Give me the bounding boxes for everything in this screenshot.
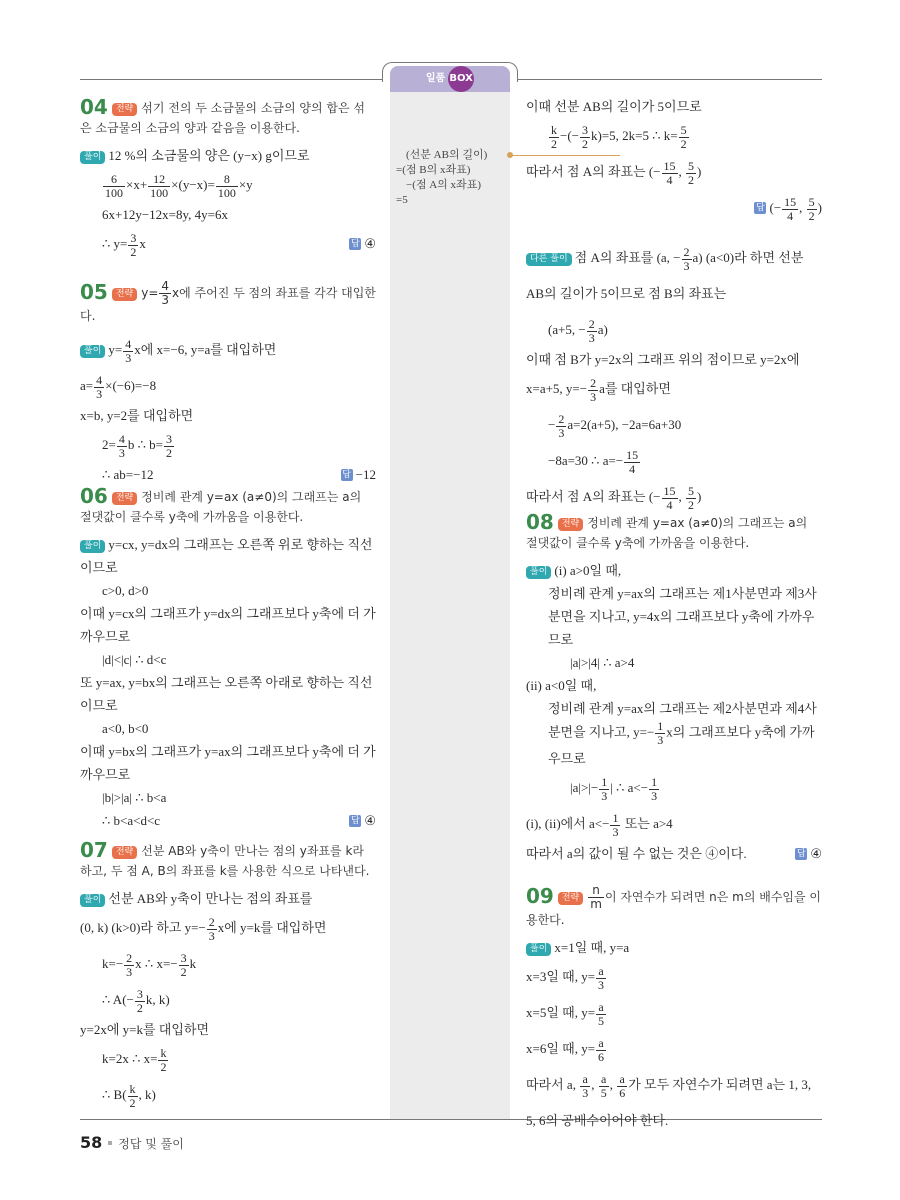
solution-badge: 풀이 xyxy=(526,943,551,956)
tip-box-badge: BOX xyxy=(448,66,474,92)
solution-line: x=1일 때, y=a xyxy=(554,940,630,955)
fraction xyxy=(587,318,597,345)
answer-icon: 답 xyxy=(350,239,360,249)
denominator: m xyxy=(590,897,602,911)
footer-title: 정답 및 풀이 xyxy=(118,1137,184,1151)
fraction xyxy=(596,1037,606,1064)
page-number: 58 xyxy=(80,1133,103,1152)
denominator: 3 xyxy=(118,445,125,460)
numerator: 5 xyxy=(808,194,815,209)
problem-08 xyxy=(526,510,822,865)
numerator: 2 xyxy=(126,950,133,965)
denominator: 4 xyxy=(629,461,636,476)
fraction xyxy=(782,196,798,223)
fraction xyxy=(588,884,604,911)
page-footer xyxy=(80,1133,184,1152)
solution-line: |d|<|c| ∴ d<c xyxy=(102,652,167,667)
fraction xyxy=(135,988,145,1015)
solution-line: |b|>|a| ∴ b<a xyxy=(102,790,167,805)
numerator: 3 xyxy=(130,230,137,245)
denominator: 2 xyxy=(165,445,172,460)
numerator: 1 xyxy=(651,774,658,789)
solution-line: (ii) a<0일 때, xyxy=(526,678,597,693)
tip-box-content xyxy=(396,148,487,208)
answer xyxy=(349,226,376,262)
tip-box-header xyxy=(390,66,510,92)
fraction xyxy=(580,124,590,151)
problem-05 xyxy=(80,280,376,486)
numerator: 6 xyxy=(103,173,125,187)
fraction xyxy=(649,776,659,803)
denominator: 100 xyxy=(150,185,169,200)
numerator: a xyxy=(617,1073,627,1087)
denominator: 3 xyxy=(161,293,170,307)
numerator: 4 xyxy=(118,431,125,446)
solution-line: a= $\frac{4}{3}$ ×(−6)=−8 xyxy=(80,372,157,401)
answer-icon: 답 xyxy=(350,815,360,826)
solution-line: k=− $\frac{2}{3}$ x ∴ x=− $\frac{3}{2}$ k xyxy=(102,950,197,979)
solution-line: (i) a>0일 때, xyxy=(554,563,622,578)
numerator: 4 xyxy=(161,279,170,293)
denominator: 2 xyxy=(688,172,695,187)
answer-icon: 답 xyxy=(342,469,351,480)
denominator: 5 xyxy=(598,1013,605,1028)
footer-bullet xyxy=(108,1141,112,1145)
fraction xyxy=(159,280,171,307)
numerator: 15 xyxy=(784,194,797,209)
fraction xyxy=(124,952,134,979)
fraction xyxy=(164,433,174,460)
tip-box xyxy=(390,66,510,1119)
alt-solution-line: x=a+5, y=− $\frac{2}{3}$ a를 대입하면 xyxy=(526,375,671,404)
numerator: 12 xyxy=(148,173,170,187)
answer-icon: 답 xyxy=(796,848,806,859)
denominator: 3 xyxy=(558,425,565,440)
denominator: 4 xyxy=(666,497,673,512)
solution-badge: 풀이 xyxy=(80,345,105,358)
fraction xyxy=(94,374,104,401)
numerator: 2 xyxy=(590,375,597,390)
solution-line: y=cx, y=dx의 그래프는 오른쪽 위로 향하는 직선이므로 xyxy=(80,537,373,575)
numerator: 15 xyxy=(663,158,676,173)
solution-line: 따라서 a, $\frac{a}{3}$ , $\frac{a}{5}$ , $\frac{a}{6}$ 가 모두 자연수가 되려면 a는 1, 3, 5, 6의 공배수이어야 한다. xyxy=(526,1071,812,1128)
answer-value: ④ xyxy=(810,846,822,861)
denominator: 2 xyxy=(582,136,588,151)
denominator: 3 xyxy=(96,386,103,401)
tip-line: =(점 B의 x좌표) xyxy=(396,164,471,176)
solution-line: ∴ b<a<d<c xyxy=(102,813,161,828)
numerator: 4 xyxy=(96,372,103,387)
numerator: 3 xyxy=(136,986,143,1001)
fraction xyxy=(599,1073,609,1100)
tip-line: =5 xyxy=(396,194,408,206)
solution-line: x=6일 때, y= $\frac{a}{6}$ xyxy=(526,1035,605,1064)
strategy-badge: 전략 xyxy=(112,288,137,301)
strategy-badge: 전략 xyxy=(112,103,137,116)
solution-badge: 풀이 xyxy=(80,540,105,553)
numerator: 15 xyxy=(626,447,639,462)
strategy-text: y= $\frac{4}{3}$ x에 주어진 두 점의 좌표를 각각 대입한다. xyxy=(80,279,376,323)
denominator: 2 xyxy=(129,1095,136,1110)
strategy-text: 선분 AB와 y축이 만나는 점의 y좌표를 k라 하고, 두 점 A, B의 좌표를 k를 사용한 식으로 나타낸다. xyxy=(80,844,370,878)
numerator: 3 xyxy=(165,431,172,446)
solution-badge: 풀이 xyxy=(80,151,105,164)
solution-line: x=3일 때, y= $\frac{a}{3}$ xyxy=(526,963,605,992)
answer-value: ④ xyxy=(364,813,376,828)
numerator: k xyxy=(160,1045,167,1060)
solution-line: 2= $\frac{4}{3}$ b ∴ b= $\frac{3}{2}$ xyxy=(102,431,172,460)
answer-value: −12 xyxy=(355,467,376,482)
solution-line: $\frac{k}{2}$ −(− $\frac{3}{2}$ k)=5, 2k=5 ∴ k= $\frac{5}{2}$ xyxy=(551,122,687,151)
problem-07-continued xyxy=(526,95,822,515)
fraction xyxy=(662,485,678,512)
numerator: 4 xyxy=(125,336,132,351)
denominator: 2 xyxy=(680,136,687,151)
problem-number: 09 xyxy=(526,884,554,908)
numerator: 2 xyxy=(208,914,215,929)
solution-line: (0, k) (k>0)라 하고 y=− $\frac{2}{3}$ x에 y=k를 대입하면 xyxy=(80,914,327,943)
numerator: 1 xyxy=(601,774,608,789)
denominator: 2 xyxy=(160,1059,167,1074)
solution-line: 또 y=ax, y=bx의 그래프는 오른쪽 아래로 향하는 직선이므로 xyxy=(80,675,373,713)
problem-number: 07 xyxy=(80,838,108,862)
solution-badge: 풀이 xyxy=(80,894,105,907)
denominator: 3 xyxy=(651,788,658,803)
problem-09 xyxy=(526,884,822,1139)
numerator: n xyxy=(588,884,604,898)
fraction xyxy=(588,377,598,404)
answer xyxy=(349,809,376,832)
numerator: 5 xyxy=(680,122,687,137)
fraction xyxy=(807,196,817,223)
denominator: 2 xyxy=(180,964,187,979)
strategy-text: 정비례 관계 y=ax (a≠0)의 그래프는 a의 절댓값이 클수록 y축에 가까움을 이용한다. xyxy=(526,516,808,550)
strategy-text: $\frac{n}{m}$ 이 자연수가 되려면 n은 m의 배수임을 이용한다. xyxy=(526,883,822,927)
solution-line: 이때 y=cx의 그래프가 y=dx의 그래프보다 y축에 더 가까우므로 xyxy=(80,606,376,644)
strategy-text: 섞기 전의 두 소금물의 소금의 양의 합은 섞은 소금물의 소금의 양과 같음을 이용한다. xyxy=(80,101,366,135)
tip-box-title: 일품 xyxy=(425,73,446,84)
denominator: 3 xyxy=(208,928,215,943)
solution-line: ∴ ab=−12 xyxy=(102,467,154,482)
fraction xyxy=(128,232,138,259)
fraction xyxy=(580,1073,590,1100)
answer-value: (− $\frac{15}{4}$ , $\frac{5}{2}$ ) xyxy=(769,194,822,223)
problem-07 xyxy=(80,838,376,1113)
alt-solution-line: 이때 점 B가 y=2x의 그래프 위의 점이므로 y=2x에 xyxy=(526,352,800,367)
tip-line: (선분 AB의 길이) xyxy=(406,149,488,161)
solution-line: c>0, d>0 xyxy=(102,583,149,598)
numerator: 15 xyxy=(663,483,676,498)
fraction xyxy=(596,965,606,992)
solution-line: ∴ B( $\frac{k}{2}$ , k) xyxy=(102,1081,156,1110)
denominator: 3 xyxy=(612,824,619,839)
numerator: a xyxy=(580,1073,590,1087)
denominator: 6 xyxy=(619,1085,626,1100)
fraction xyxy=(549,124,559,151)
solution-line: y= $\frac{4}{3}$ x에 x=−6, y=a를 대입하면 xyxy=(108,336,277,365)
numerator: 3 xyxy=(582,122,588,137)
denominator: 3 xyxy=(590,389,597,404)
denominator: 3 xyxy=(582,1085,589,1100)
denominator: 100 xyxy=(105,185,123,200)
fraction xyxy=(617,1073,627,1100)
denominator: 2 xyxy=(688,497,695,512)
denominator: 5 xyxy=(600,1085,607,1100)
numerator: 5 xyxy=(688,158,695,173)
solution-line: ∴ y= $\frac{3}{2}$ x xyxy=(102,230,146,259)
denominator: 4 xyxy=(666,172,673,187)
solution-line: 12 %의 소금물의 양은 (y−x) g이므로 xyxy=(108,148,310,163)
fraction xyxy=(624,449,640,476)
problem-number: 06 xyxy=(80,484,108,508)
problem-06 xyxy=(80,484,376,832)
denominator: 100 xyxy=(217,185,236,200)
fraction xyxy=(123,338,133,365)
denominator: 4 xyxy=(787,208,794,223)
numerator: 5 xyxy=(688,483,695,498)
solution-line: x=5일 때, y= $\frac{a}{5}$ xyxy=(526,999,605,1028)
alt-solution-line: 따라서 점 A의 좌표는 (− $\frac{15}{4}$ , $\frac{5}{2}$ ) xyxy=(526,483,702,512)
alt-solution-badge: 다른 풀이 xyxy=(526,253,572,266)
solution-line: 선분 AB와 y축이 만나는 점의 좌표를 xyxy=(108,891,313,906)
solution-line: k=2x ∴ x= $\frac{k}{2}$ xyxy=(102,1045,167,1074)
fraction xyxy=(103,173,125,200)
fraction xyxy=(679,124,689,151)
fraction xyxy=(686,485,696,512)
strategy-badge: 전략 xyxy=(112,492,137,505)
solution-line: a<0, b<0 xyxy=(102,721,149,736)
numerator: a xyxy=(596,1037,606,1051)
denominator: 6 xyxy=(598,1049,605,1064)
answer xyxy=(754,190,822,226)
numerator: 8 xyxy=(216,173,238,187)
denominator: 3 xyxy=(598,977,605,992)
fraction xyxy=(686,160,696,187)
solution-line: 6x+12y−12x=8y, 4y=6x xyxy=(102,207,228,222)
numerator: k xyxy=(551,122,557,137)
denominator: 2 xyxy=(136,1000,143,1015)
denominator: 3 xyxy=(588,330,595,345)
denominator: 3 xyxy=(125,350,132,365)
denominator: 2 xyxy=(130,244,137,259)
solution-line: y=2x에 y=k를 대입하면 xyxy=(80,1022,210,1037)
numerator: 2 xyxy=(683,244,690,259)
denominator: 3 xyxy=(683,258,690,273)
fraction xyxy=(117,433,127,460)
denominator: 3 xyxy=(126,964,133,979)
problem-number: 08 xyxy=(526,510,554,534)
problem-04 xyxy=(80,95,376,262)
alt-solution-line: 점 A의 좌표를 (a, − $\frac{2}{3}$ a) (a<0)라 하면 선분 AB의 길이가 5이므로 점 B의 좌표는 xyxy=(526,244,804,301)
fraction xyxy=(655,720,665,747)
numerator: 2 xyxy=(558,411,565,426)
solution-line: 정비례 관계 y=ax의 그래프는 제2사분면과 제4사분면을 지나고, y=− $\frac{1}{3}$ x의 그래프보다 y축에 가까우므로 xyxy=(548,701,817,766)
fraction xyxy=(599,776,609,803)
fraction xyxy=(179,952,189,979)
solution-line: |a|>|− $\frac{1}{3}$ | ∴ a<− $\frac{1}{3}$ xyxy=(570,774,658,803)
numerator: 3 xyxy=(180,950,187,965)
fraction xyxy=(158,1047,168,1074)
denominator: 3 xyxy=(601,788,608,803)
denominator: 3 xyxy=(657,733,664,747)
solution-line: ∴ A(− $\frac{3}{2}$ k, k) xyxy=(102,986,170,1015)
fraction xyxy=(596,1001,606,1028)
numerator: 2 xyxy=(588,316,595,331)
fraction xyxy=(207,916,217,943)
answer xyxy=(341,463,376,486)
fraction xyxy=(128,1083,138,1110)
fraction xyxy=(682,246,692,273)
solution-line: $\frac{6}{100}$ ×x+ $\frac{12}{100}$ ×(y−x)= $\frac{8}{100}$ ×y xyxy=(105,171,253,200)
problem-number: 04 xyxy=(80,95,108,119)
alt-solution-line: −8a=30 ∴ a=− $\frac{15}{4}$ xyxy=(548,447,639,476)
fraction xyxy=(556,413,566,440)
solution-line: (i), (ii)에서 a<− $\frac{1}{3}$ 또는 a>4 xyxy=(526,810,673,839)
solution-badge: 풀이 xyxy=(526,566,551,579)
solution-line: x=b, y=2를 대입하면 xyxy=(80,408,194,423)
numerator: k xyxy=(129,1081,136,1096)
strategy-badge: 전략 xyxy=(558,518,583,531)
solution-line: 따라서 점 A의 좌표는 (− $\frac{15}{4}$ , $\frac{5}{2}$ ) xyxy=(526,158,702,187)
problem-number: 05 xyxy=(80,280,108,304)
numerator: a xyxy=(599,1073,609,1087)
solution-line: 이때 선분 AB의 길이가 5이므로 xyxy=(526,99,702,114)
alt-solution-line: (a+5, − $\frac{2}{3}$ a) xyxy=(548,316,608,345)
answer-icon: 답 xyxy=(756,203,765,213)
numerator: 1 xyxy=(612,810,619,825)
tip-line: −(점 A의 x좌표) xyxy=(406,179,481,191)
denominator: 2 xyxy=(808,208,815,223)
fraction xyxy=(662,160,678,187)
answer-value: ④ xyxy=(364,236,376,251)
alt-solution-line: − $\frac{2}{3}$ a=2(a+5), −2a=6a+30 xyxy=(548,411,682,440)
fraction xyxy=(610,812,620,839)
fraction xyxy=(148,173,170,200)
numerator: a xyxy=(596,965,606,979)
solution-line: 이때 y=bx의 그래프가 y=ax의 그래프보다 y축에 더 가까우므로 xyxy=(80,744,376,782)
numerator: a xyxy=(596,1001,606,1015)
solution-line: 정비례 관계 y=ax의 그래프는 제1사분면과 제3사분면을 지나고, y=4x의 그래프보다 y축에 가까우므로 xyxy=(548,586,817,647)
tip-connector-dot xyxy=(507,152,513,158)
solution-line: |a|>|4| ∴ a>4 xyxy=(570,655,635,670)
denominator: 2 xyxy=(551,136,557,151)
strategy-text: 정비례 관계 y=ax (a≠0)의 그래프는 a의 절댓값이 클수록 y축에 가까움을 이용한다. xyxy=(80,490,362,524)
numerator: 1 xyxy=(657,719,664,733)
answer xyxy=(795,842,822,865)
solution-line: 따라서 a의 값이 될 수 없는 것은 ④이다. xyxy=(526,846,747,861)
strategy-badge: 전략 xyxy=(112,846,137,859)
strategy-badge: 전략 xyxy=(558,892,583,905)
fraction xyxy=(216,173,238,200)
